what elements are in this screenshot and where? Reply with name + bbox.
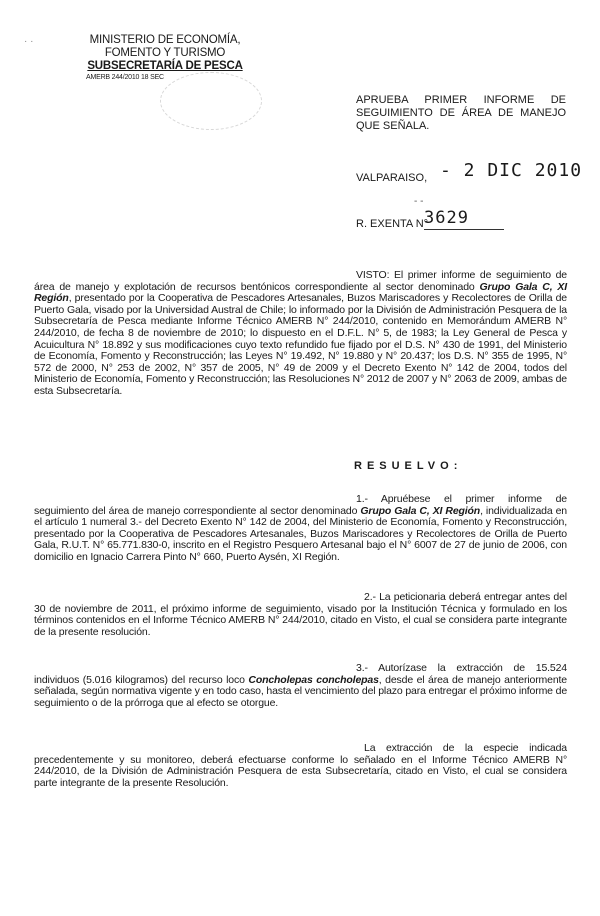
item-4: [34, 743, 567, 789]
item-3-text-2: , desde el área de manejo anteriormente señalada, según normativa vigente y en todo caso, hasta el vencimiento del plazo para entregar el próximo informe de seguimiento o de la prórroga que al efecto se otorgue.: [34, 673, 568, 709]
item-1-number: 1.-: [356, 493, 368, 505]
item-3-text: Autorízase la extracción de 15.524 individuos (5.016 kilogramos) del recurso loco: [34, 662, 567, 686]
resolution-underline: [424, 229, 504, 230]
visto-sector: Grupo Gala C, XI Región: [34, 280, 568, 305]
visto-label: VISTO:: [356, 269, 390, 281]
approval-summary: APRUEBA PRIMER INFORME DE SEGUIMIENTO DE ÁREA DE MANEJO QUE SEÑALA.: [356, 94, 566, 132]
reference-code: AMERB 244/2010 18 SEC: [86, 74, 164, 81]
resuelvo-heading: RESUELVO:: [354, 460, 463, 472]
item-2-number: 2.-: [364, 591, 376, 603]
ink-stamp: [160, 72, 262, 130]
subsecretaria-title: SUBSECRETARÍA DE PESCA: [87, 60, 243, 72]
item-3-number: 3.-: [356, 662, 368, 674]
item-1: [34, 494, 567, 564]
item-2-text: La peticionaria deberá entregar antes del 30 de noviembre de 2011, el próximo informe de seguimiento, visado por la Institución Técnica y formulado en los términos contenidos en el Informe Técnico AMERB N° 244/2010, citado en Visto, el cual se considera parte integrante de la presente resolución.: [34, 591, 567, 638]
item-1-text: Apruébese el primer informe de seguimiento del área de manejo correspondiente al sector denominado: [34, 493, 567, 517]
item-1-text-2: , individualizada en el artículo 1 numeral 3.- del Decreto Exento N° 142 de 2004, del Ministerio de Economía, Fomento y Reconstrucción, presentado por la Cooperativa de Pescadores Artesanales, Buzos Mariscadores y Recolectores de Orilla de Puerto Gala, R.U.T. N° 65.771.830-0, inscrito en el Registro Pesquero Artesanal bajo el N° 6007 de 27 de junio de 2006, con domicilio en Ignacio Carrera Pinto N° 660, Puerto Aysén, XI Región.: [34, 504, 567, 563]
resolution-label: R. EXENTA N°: [356, 218, 429, 230]
visto-text: El primer informe de seguimiento de área de manejo y explotación de recursos bentónicos correspondiente al sector denominado: [34, 269, 567, 293]
item-3: [34, 663, 567, 709]
margin-mark: · ·: [24, 36, 34, 47]
item-2: [34, 592, 567, 638]
item-4-text: La extracción de la especie indicada precedentemente y su monitoreo, deberá efectuarse conforme lo señalado en el Informe Técnico AMERB N° 244/2010, de la División de Administración Pesquera de esta Subsecretaría, citado en Visto, el cual se considera parte integrante de la presente Resolución.: [34, 742, 567, 789]
ministry-line-2: FOMENTO Y TURISMO: [104, 47, 226, 59]
item-1-sector: Grupo Gala C, XI Región: [360, 504, 481, 517]
visto-text-2: , presentado por la Cooperativa de Pescadores Artesanales, Buzos Mariscadores y Recolectores de Orilla de Puerto Gala, visado por la Universidad Austral de Chile; lo informado por la División de Administración Pesquera de la Subsecretaría de Pesca mediante Informe Técnico AMERB N° 244/2010, contenido en Memorándum AMERB N° 244/2010, de fecha 8 de noviembre de 2010; lo dispuesto en el D.F.L. N° 5, de 1983; la Ley General de Pesca y Acuicultura N° 18.892 y sus modificaciones cuyo texto refundido fue fijado por el D.S. N° 430 de 1991, del Ministerio de Economía, Fomento y Reconstrucción; las Leyes N° 19.492, N° 19.880 y N° 20.437; los D.S. N° 355 de 1995, N° 572 de 2000, N° 253 de 2002, N° 357 de 2005, N° 49 de 2009 y el Decreto Exento N° 142 de 2004, todos del Ministerio de Economía, Fomento y Reconstrucción; las Resoluciones N° 2012 de 2007 y N° 2063 de 2009, ambas de esta Subsecretaría.: [34, 292, 567, 397]
dash-mark: - -: [414, 196, 424, 207]
city-label: VALPARAISO,: [356, 172, 428, 184]
resolution-number: 3629: [424, 208, 469, 228]
visto-paragraph: [34, 270, 567, 398]
item-3-species: Concholepas concholepas: [248, 673, 379, 686]
ministry-line-1: MINISTERIO DE ECONOMÍA,: [89, 34, 241, 46]
date-stamp: - 2 DIC 2010: [440, 160, 583, 181]
